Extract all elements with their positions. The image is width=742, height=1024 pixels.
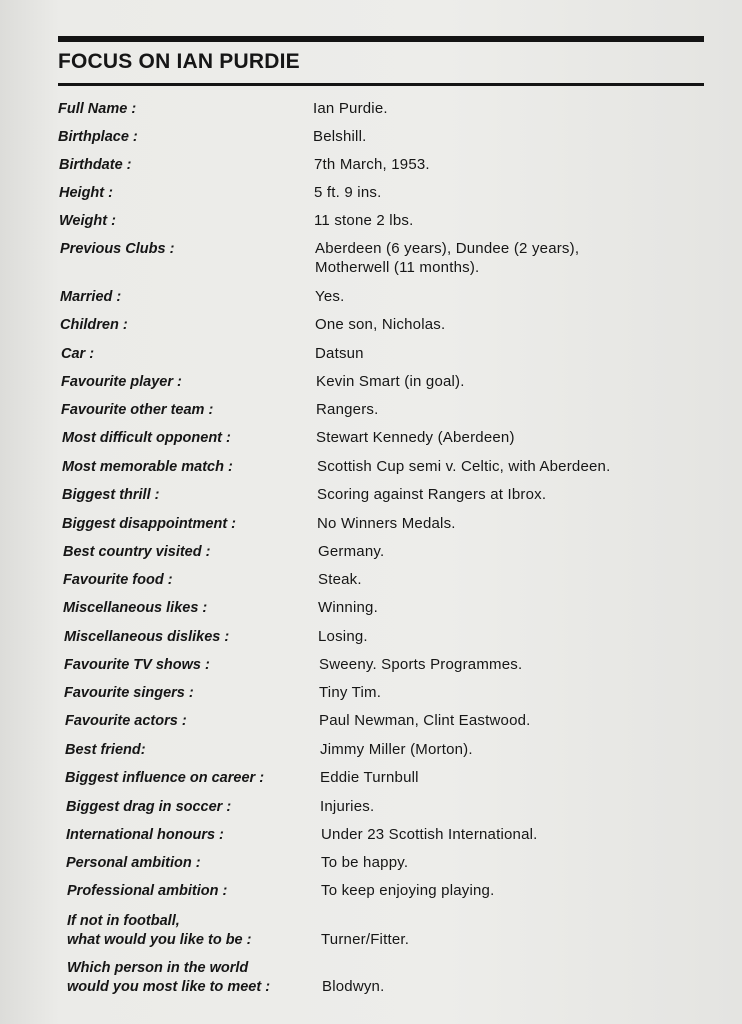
field-label: Height : bbox=[59, 185, 113, 201]
field-value: Rangers. bbox=[316, 401, 379, 418]
field-value: 11 stone 2 lbs. bbox=[314, 212, 414, 229]
field-label: Favourite player : bbox=[61, 374, 182, 390]
field-value: Sweeny. Sports Programmes. bbox=[319, 656, 523, 673]
field-label: Favourite food : bbox=[63, 572, 173, 588]
field-label: Weight : bbox=[59, 213, 116, 229]
field-value: Scoring against Rangers at Ibrox. bbox=[317, 486, 547, 503]
field-value: To be happy. bbox=[321, 854, 409, 871]
field-value: Datsun bbox=[315, 345, 364, 362]
field-label: Car : bbox=[61, 346, 95, 362]
field-value-line-2: Motherwell (11 months). bbox=[315, 259, 480, 276]
field-value: Injuries. bbox=[320, 798, 375, 815]
field-label: Miscellaneous likes : bbox=[63, 600, 208, 616]
field-value: No Winners Medals. bbox=[317, 515, 456, 532]
field-value: Losing. bbox=[318, 628, 368, 645]
field-label: Biggest influence on career : bbox=[65, 770, 265, 786]
field-label: Professional ambition : bbox=[67, 883, 228, 899]
field-value: Eddie Turnbull bbox=[320, 769, 419, 786]
field-label: Biggest drag in soccer : bbox=[66, 799, 232, 815]
field-label: Most difficult opponent : bbox=[62, 430, 231, 446]
field-value: Turner/Fitter. bbox=[321, 931, 410, 948]
field-label: Birthdate : bbox=[59, 157, 132, 173]
field-label: Biggest disappointment : bbox=[62, 516, 236, 532]
field-value: Yes. bbox=[315, 288, 345, 305]
field-label: Personal ambition : bbox=[66, 855, 201, 871]
field-label: Most memorable match : bbox=[62, 459, 233, 475]
field-value: Belshill. bbox=[313, 128, 367, 145]
field-label: Favourite actors : bbox=[65, 713, 187, 729]
field-value: Winning. bbox=[318, 599, 378, 616]
field-label: Miscellaneous dislikes : bbox=[64, 629, 230, 645]
field-label: Best country visited : bbox=[63, 544, 211, 560]
field-label: Birthplace : bbox=[58, 129, 138, 145]
field-label: Favourite other team : bbox=[61, 402, 214, 418]
field-value: Scottish Cup semi v. Celtic, with Aberdeen. bbox=[317, 458, 611, 475]
field-value: Tiny Tim. bbox=[319, 684, 382, 701]
field-value: To keep enjoying playing. bbox=[321, 882, 495, 899]
field-label: International honours : bbox=[66, 827, 224, 843]
field-label: Which person in the world bbox=[67, 960, 249, 976]
field-label: Full Name : bbox=[58, 101, 137, 117]
field-label: Previous Clubs : bbox=[60, 241, 175, 257]
field-value: Under 23 Scottish International. bbox=[321, 826, 538, 843]
page-title: FOCUS ON IAN PURDIE bbox=[58, 50, 300, 73]
field-label: Best friend: bbox=[65, 742, 146, 758]
field-value: Stewart Kennedy (Aberdeen) bbox=[316, 429, 515, 446]
field-value: Steak. bbox=[318, 571, 362, 588]
field-label: Biggest thrill : bbox=[62, 487, 160, 503]
field-label: Favourite TV shows : bbox=[64, 657, 210, 673]
field-label: Favourite singers : bbox=[64, 685, 194, 701]
field-value: Blodwyn. bbox=[322, 978, 385, 995]
field-value: Kevin Smart (in goal). bbox=[316, 373, 465, 390]
field-label: If not in football, bbox=[67, 913, 180, 929]
bottom-rule bbox=[58, 83, 704, 86]
field-value: 5 ft. 9 ins. bbox=[314, 184, 382, 201]
field-value: Germany. bbox=[318, 543, 385, 560]
field-label-line-2: what would you like to be : bbox=[67, 932, 252, 948]
field-value: Ian Purdie. bbox=[313, 100, 388, 117]
field-value: Aberdeen (6 years), Dundee (2 years), bbox=[315, 240, 580, 257]
field-label: Married : bbox=[60, 289, 122, 305]
field-label-line-2: would you most like to meet : bbox=[67, 979, 271, 995]
field-value: Jimmy Miller (Morton). bbox=[320, 741, 473, 758]
field-value: One son, Nicholas. bbox=[315, 316, 446, 333]
top-rule bbox=[58, 36, 704, 42]
field-value: 7th March, 1953. bbox=[314, 156, 430, 173]
field-value: Paul Newman, Clint Eastwood. bbox=[319, 712, 531, 729]
field-label: Children : bbox=[60, 317, 128, 333]
